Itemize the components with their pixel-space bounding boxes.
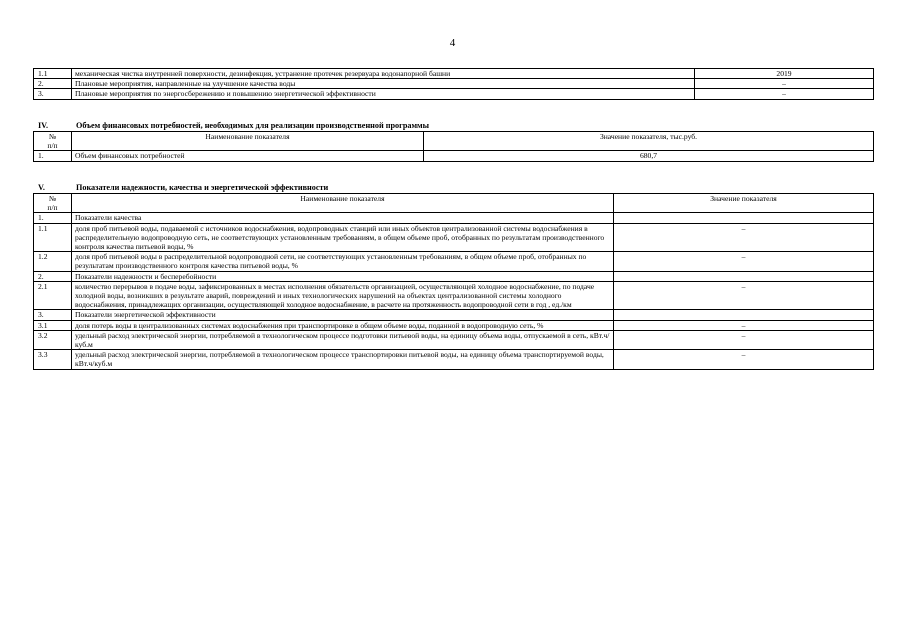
row-value: –: [614, 281, 874, 310]
table-row: [34, 223, 874, 252]
row-number: 1.: [34, 151, 72, 161]
table-header-row: [34, 194, 874, 213]
table-row: [34, 330, 874, 349]
header-value: Значение показателя, тыс.руб.: [424, 132, 874, 151]
row-number: 3.3: [34, 350, 72, 369]
row-name: количество перерывов в подаче воды, зафиксированных в местах исполнения обязательств организацией, осуществляющей холодное водоснабжение, по подаче холодной воды, возникших в результате аварий, повреждений и иных технологических нарушений на объектах централизованной системы холодного водоснабжения, принадлежащих организации, осуществляющей холодное водоснабжение, в расчете на протяженность водопроводной сети в год , ед./км: [72, 281, 614, 310]
row-name: доля проб питьевой воды, подаваемой с источников водоснабжения, водопроводных станций или иных объектов централизованной системы водоснабжения в распределительную водопроводную сеть, не соответствующих установленным требованиям, в общем объеме проб, отобранных по результатам производственного контроля качества питьевой воды, %: [72, 223, 614, 252]
row-value: –: [695, 79, 874, 89]
table-row: [34, 151, 874, 161]
row-value: –: [614, 330, 874, 349]
table-row: [34, 310, 874, 320]
table-row: [34, 69, 874, 79]
row-value: –: [614, 252, 874, 271]
row-name: Плановые мероприятия, направленные на улучшение качества воды: [72, 79, 695, 89]
table-row: [34, 281, 874, 310]
row-name: доля потерь воды в централизованных системах водоснабжения при транспортировке в общем объеме воды, поданной в водопроводную сеть, %: [72, 320, 614, 330]
section4-roman: IV.: [38, 121, 49, 130]
row-name: Показатели надежности и бесперебойности: [72, 271, 614, 281]
table-row: [34, 350, 874, 369]
row-number: 3.2: [34, 330, 72, 349]
table-row: [34, 213, 874, 223]
row-value: 2019: [695, 69, 874, 79]
row-name: Показатели качества: [72, 213, 614, 223]
table-row: [34, 89, 874, 99]
row-number: 1.1: [34, 69, 72, 79]
row-number: 3.: [34, 310, 72, 320]
row-name: доля проб питьевой воды в распределительной водопроводной сети, не соответствующих установленным требованиям, в общем объеме проб, отобранных по результатам производственного контроля качества питьевой воды, %: [72, 252, 614, 271]
row-name: Плановые мероприятия по энергосбережению и повышению энергетической эффективности: [72, 89, 695, 99]
row-value: 680,7: [424, 151, 874, 161]
header-num: № п/п: [34, 132, 72, 151]
section4-title: Объем финансовых потребностей, необходимых для реализации производственной программы: [76, 121, 430, 130]
section5-roman: V.: [38, 183, 45, 192]
header-name: Наименование показателя: [72, 194, 614, 213]
row-value: –: [614, 350, 874, 369]
row-number: 1.1: [34, 223, 72, 252]
table-row: [34, 79, 874, 89]
row-name: механическая чистка внутренней поверхности, дезинфекция, устранение протечек резервуара водонапорной башни: [72, 69, 695, 79]
row-value: –: [695, 89, 874, 99]
row-number: 1.2: [34, 252, 72, 271]
section4-heading: [33, 121, 429, 130]
row-value: –: [614, 320, 874, 330]
table-header-row: [34, 132, 874, 151]
table-top: [33, 68, 874, 100]
row-number: 3.1: [34, 320, 72, 330]
table-section4: [33, 131, 874, 162]
row-number: 1.: [34, 213, 72, 223]
table-row: [34, 320, 874, 330]
row-name: удельный расход электрической энергии, потребляемой в технологическом процессе подготовки питьевой воды, на единицу объема воды, отпускаемой в сеть, кВт.ч/куб.м: [72, 330, 614, 349]
row-number: 3.: [34, 89, 72, 99]
row-value: [614, 310, 874, 320]
row-name: Показатели энергетической эффективности: [72, 310, 614, 320]
row-value: [614, 271, 874, 281]
table-row: [34, 271, 874, 281]
page-number: 4: [449, 37, 456, 49]
section5-heading: [33, 183, 328, 192]
row-name: Объем финансовых потребностей: [72, 151, 424, 161]
section5-title: Показатели надежности, качества и энергетической эффективности: [76, 183, 329, 192]
row-value: [614, 213, 874, 223]
table-row: [34, 252, 874, 271]
table-section5: [33, 193, 874, 370]
row-number: 2.1: [34, 281, 72, 310]
header-num: № п/п: [34, 194, 72, 213]
header-name: Наименование показателя: [72, 132, 424, 151]
row-value: –: [614, 223, 874, 252]
row-number: 2.: [34, 79, 72, 89]
header-value: Значение показателя: [614, 194, 874, 213]
row-number: 2.: [34, 271, 72, 281]
row-name: удельный расход электрической энергии, потребляемой в технологическом процессе транспортировки питьевой воды, на единицу объема транспортируемой воды, кВт.ч/куб.м: [72, 350, 614, 369]
